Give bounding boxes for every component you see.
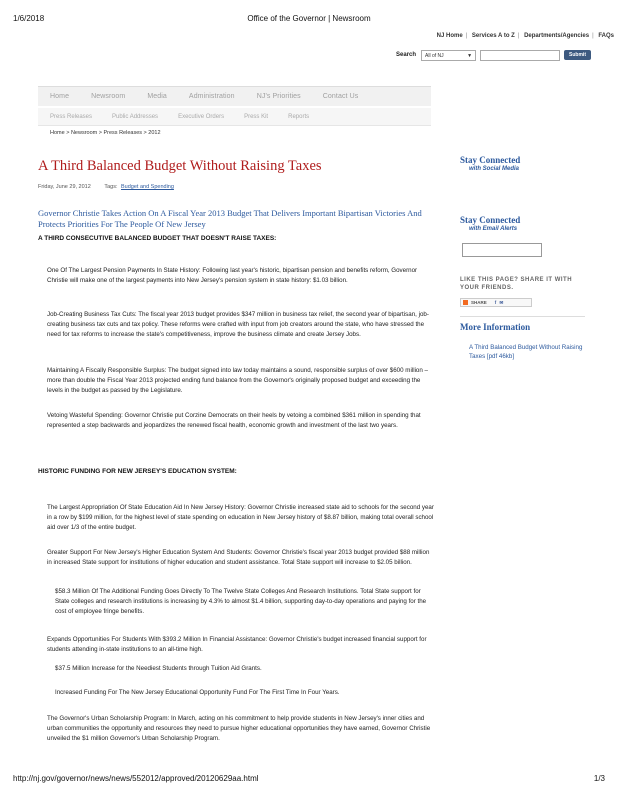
subnav-press-kit[interactable]: Press Kit: [244, 113, 269, 120]
search-bar: [396, 49, 591, 61]
tags-label: Tags:: [104, 184, 118, 190]
main-nav: [38, 86, 431, 106]
subnav-reports[interactable]: Reports: [288, 113, 310, 120]
subnav-executive-orders[interactable]: Executive Orders: [178, 113, 225, 120]
nav-priorities[interactable]: NJ's Priorities: [256, 93, 301, 100]
paragraph: Greater Support For New Jersey's Higher Education System And Students: Governor Christie's fiscal year 2013 budget provided $88 million in increased State support for institutions of higher education and student assistance. Total State support will increase to $2.05 billion.: [47, 549, 430, 566]
nav-media[interactable]: Media: [147, 93, 167, 100]
section-title: A THIRD CONSECUTIVE BALANCED BUDGET THAT DOESN'T RAISE TAXES:: [38, 235, 277, 242]
paragraph: The Governor's Urban Scholarship Program: In March, acting on his commitment to help provide students in New Jersey's inner cities and urban communities the opportunity and resources they need to pursue higher educational opportunities they have earned, Governor Christie unveiled the $1 million Governor's Urban Scholarship Program.: [47, 715, 431, 742]
top-links: NJ Home | Services A to Z | Departments/Agencies | FAQs: [436, 33, 614, 39]
paragraph: $37.5 Million Increase for the Neediest Students through Tuition Aid Grants.: [55, 665, 262, 672]
paragraph: The Largest Appropriation Of State Education Aid In New Jersey History: Governor Christie increased state aid to schools for the second year in a row by $199 million, for the highest level of state spending on education in New Jersey history of $8.87 billion, making total overall school aid over 1/3 of the entire budget.: [47, 504, 434, 531]
page-title: A Third Balanced Budget Without Raising Taxes: [38, 158, 322, 174]
article-date: Friday, June 29, 2012: [38, 184, 91, 190]
departments-link[interactable]: Departments/Agencies: [524, 33, 590, 39]
submit-button[interactable]: Submit: [564, 50, 591, 60]
print-date: 1/6/2018: [13, 14, 45, 23]
email-alerts-link[interactable]: with Email Alerts: [469, 226, 518, 232]
nj-home-link[interactable]: NJ Home: [436, 33, 463, 39]
stay-connected-social-heading: Stay Connected: [460, 155, 521, 165]
article-meta: [38, 184, 438, 190]
search-label: Search: [396, 52, 417, 58]
paragraph: Increased Funding For The New Jersey Educational Opportunity Fund For The First Time In Four Years.: [55, 689, 340, 696]
chevron-down-icon: ▼: [467, 52, 473, 59]
nav-home[interactable]: Home: [50, 93, 70, 100]
divider: [460, 316, 585, 317]
more-info-heading: More Information: [460, 322, 531, 332]
paragraph: Expands Opportunities For Students With $393.2 Million In Financial Assistance: Governor Christie's budget increased financial support for students attending in-state institutions to an all-time high.: [47, 636, 427, 653]
page-number: 1/3: [593, 774, 605, 783]
print-header: [13, 14, 605, 26]
paragraph: One Of The Largest Pension Payments In State History: Following last year's historic, bipartisan pension and benefits reform, Governor Christie will make one of the largest payments into New Jersey's pension system in state history: $1.03 billion.: [47, 267, 418, 284]
email-input[interactable]: [462, 243, 542, 257]
print-url: http://nj.gov/governor/news/news/552012/approved/20120629aa.html: [13, 774, 259, 783]
subnav-public-addresses[interactable]: Public Addresses: [112, 113, 159, 120]
social-icons: f ✉: [494, 299, 505, 305]
paragraph: $58.3 Million Of The Additional Funding Goes Directly To The Twelve State Colleges And Research Institutions. Total State support for State colleges and research institutions is increasing by 4.3% to almost $1.4 billion, supporting day-to-day operations and paying for the cost of employee fringe benefits.: [55, 588, 427, 615]
faqs-link[interactable]: FAQs: [598, 33, 614, 39]
breadcrumb[interactable]: Home > Newsroom > Press Releases > 2012: [50, 130, 161, 136]
social-media-link[interactable]: with Social Media: [469, 166, 520, 172]
pdf-link[interactable]: A Third Balanced Budget Without Raising Taxes [pdf 46kb]: [469, 344, 583, 360]
share-prompt: LIKE THIS PAGE? SHARE IT WITH YOUR FRIENDS.: [460, 277, 573, 291]
stay-connected-email-heading: Stay Connected: [460, 215, 521, 225]
paragraph: Maintaining A Fiscally Responsible Surplus: The budget signed into law today maintains a sound, responsible surplus of over $600 million – more than double the Fiscal Year 2013 projected ending fund balance from the Governor's originally proposed budget and exceeding the levels in the budget as passed by the Legislature.: [47, 367, 428, 394]
sub-nav: [38, 108, 431, 126]
paragraph: Vetoing Wasteful Spending: Governor Christie put Corzine Democrats on their heels by vetoing a combined $361 million in spending that represented a step backwards and jeopardizes the renewed fiscal health, economic growth and investment of the last two years.: [47, 412, 421, 429]
search-input[interactable]: [480, 50, 560, 61]
section-title: HISTORIC FUNDING FOR NEW JERSEY'S EDUCATION SYSTEM:: [38, 468, 237, 475]
share-icon: [463, 300, 468, 305]
paragraph: Job-Creating Business Tax Cuts: The fiscal year 2013 budget provides $347 million in business tax relief, the second year of bipartisan, job-creating business tax cuts and tax policy. These reforms were crafted with input from job creators around the state, who have stressed the need for tax reforms to increase the state's competitiveness, improve the business climate and create Jersey Jobs.: [47, 311, 429, 338]
share-button[interactable]: SHARE f ✉: [460, 298, 532, 307]
nav-contact[interactable]: Contact Us: [322, 93, 359, 100]
services-link[interactable]: Services A to Z: [471, 33, 515, 39]
nav-newsroom[interactable]: Newsroom: [91, 93, 126, 100]
tag-link[interactable]: Budget and Spending: [121, 184, 174, 190]
print-title: Office of the Governor | Newsroom: [247, 14, 371, 23]
nav-administration[interactable]: Administration: [188, 93, 235, 100]
article-subhead: Governor Christie Takes Action On A Fiscal Year 2013 Budget That Delivers Important Bipartisan Victories And Protects Priorities For The People Of New Jersey: [38, 208, 422, 229]
subnav-press-releases[interactable]: Press Releases: [50, 113, 93, 120]
print-footer: [13, 774, 605, 786]
search-scope-select[interactable]: All of NJ ▼: [421, 50, 476, 61]
